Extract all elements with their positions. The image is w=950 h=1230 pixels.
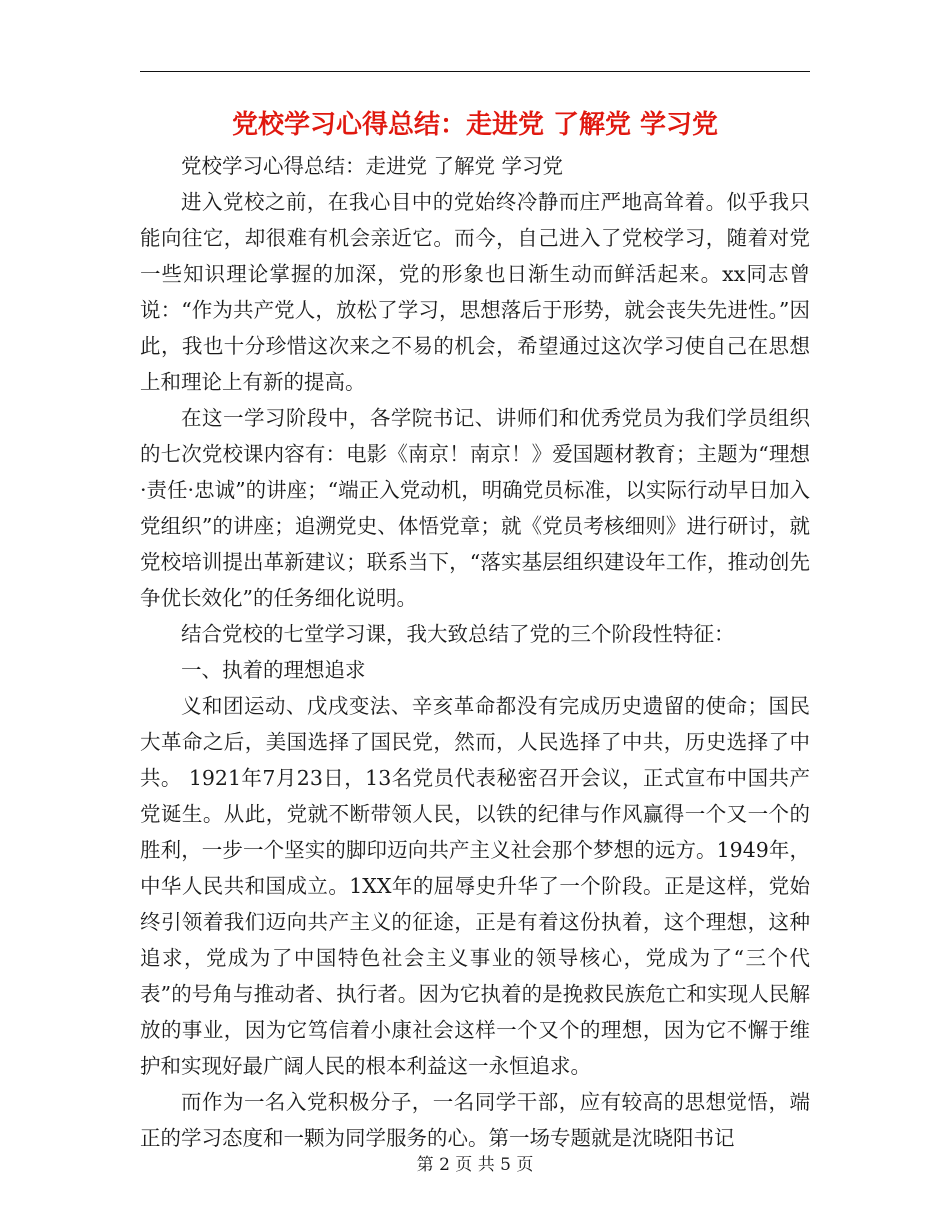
section-heading: 一、执着的理想追求 [181,658,366,682]
paragraph-intro: 进入党校之前，在我心目中的党始终冷静而庄严地高耸着。似乎我只能向往它，却很难有机会亲近它。而今，自己进入了党校学习，随着对党一些知识理论掌握的加深，党的形象也日渐生动而鲜活起来。xx同志曾说：“作为共产党人，放松了学习，思想落后于形势，就会丧失先进性。”因此，我也十分珍惜这次来之不易的机会，希望通过这次学习使自己在思想上和理论上有新的提高。 [140,190,810,394]
paragraph-history: 义和团运动、戊戌变法、辛亥革命都没有完成历史遗留的使命；国民大革命之后，美国选择了国民党，然而，人民选择了中共，历史选择了中共。 1921年7月23日，13名党员代表秘密召开会议，正式宣布中国共产党诞生。从此，党就不断带领人民，以铁的纪律与作风赢得一个又一个的胜利，一步一个坚实的脚印迈向共产主义社会那个梦想的远方。1949年，中华人民共和国成立。1XX年的屈辱史升华了一个阶段。正是这样，党始终引领着我们迈向共产主义的征途，正是有着这份执着，这个理想，这种追求，党成为了中国特色社会主义事业的领导核心，党成为了“三个代表”的号角与推动者、执行者。因为它执着的是挽救民族危亡和实现人民解放的事业，因为它笃信着小康社会这样一个又个的理想，因为它不懈于维护和实现好最广阔人民的根本利益这一永恒追求。 [140,694,810,1078]
header-rule [140,71,810,72]
paragraph-subtitle: 党校学习心得总结：走进党 了解党 学习党 [181,154,564,178]
paragraph-summary: 结合党校的七堂学习课，我大致总结了党的三个阶段性特征： [181,622,735,646]
paragraph-courses: 在这一学习阶段中，各学院书记、讲师们和优秀党员为我们学员组织的七次党校课内容有：电影《南京！南京！》爱国题材教育；主题为“理想·责任·忠诚”的讲座；“端正入党动机，明确党员标准，以实际行动早日加入党组织”的讲座；追溯党史、体悟党章；就《党员考核细则》进行研讨，就党校培训提出革新建议；联系当下，“落实基层组织建设年工作，推动创先争优长效化”的任务细化说明。 [140,406,810,610]
paragraph-activist: 而作为一名入党积极分子，一名同学干部，应有较高的思想觉悟，端正的学习态度和一颗为同学服务的心。第一场专题就是沈晓阳书记 [140,1090,810,1150]
page-number: 第 2 页 共 5 页 [416,1155,534,1175]
document-body [140,148,810,1156]
document-title: 党校学习心得总结：走进党 了解党 学习党 [231,110,719,140]
